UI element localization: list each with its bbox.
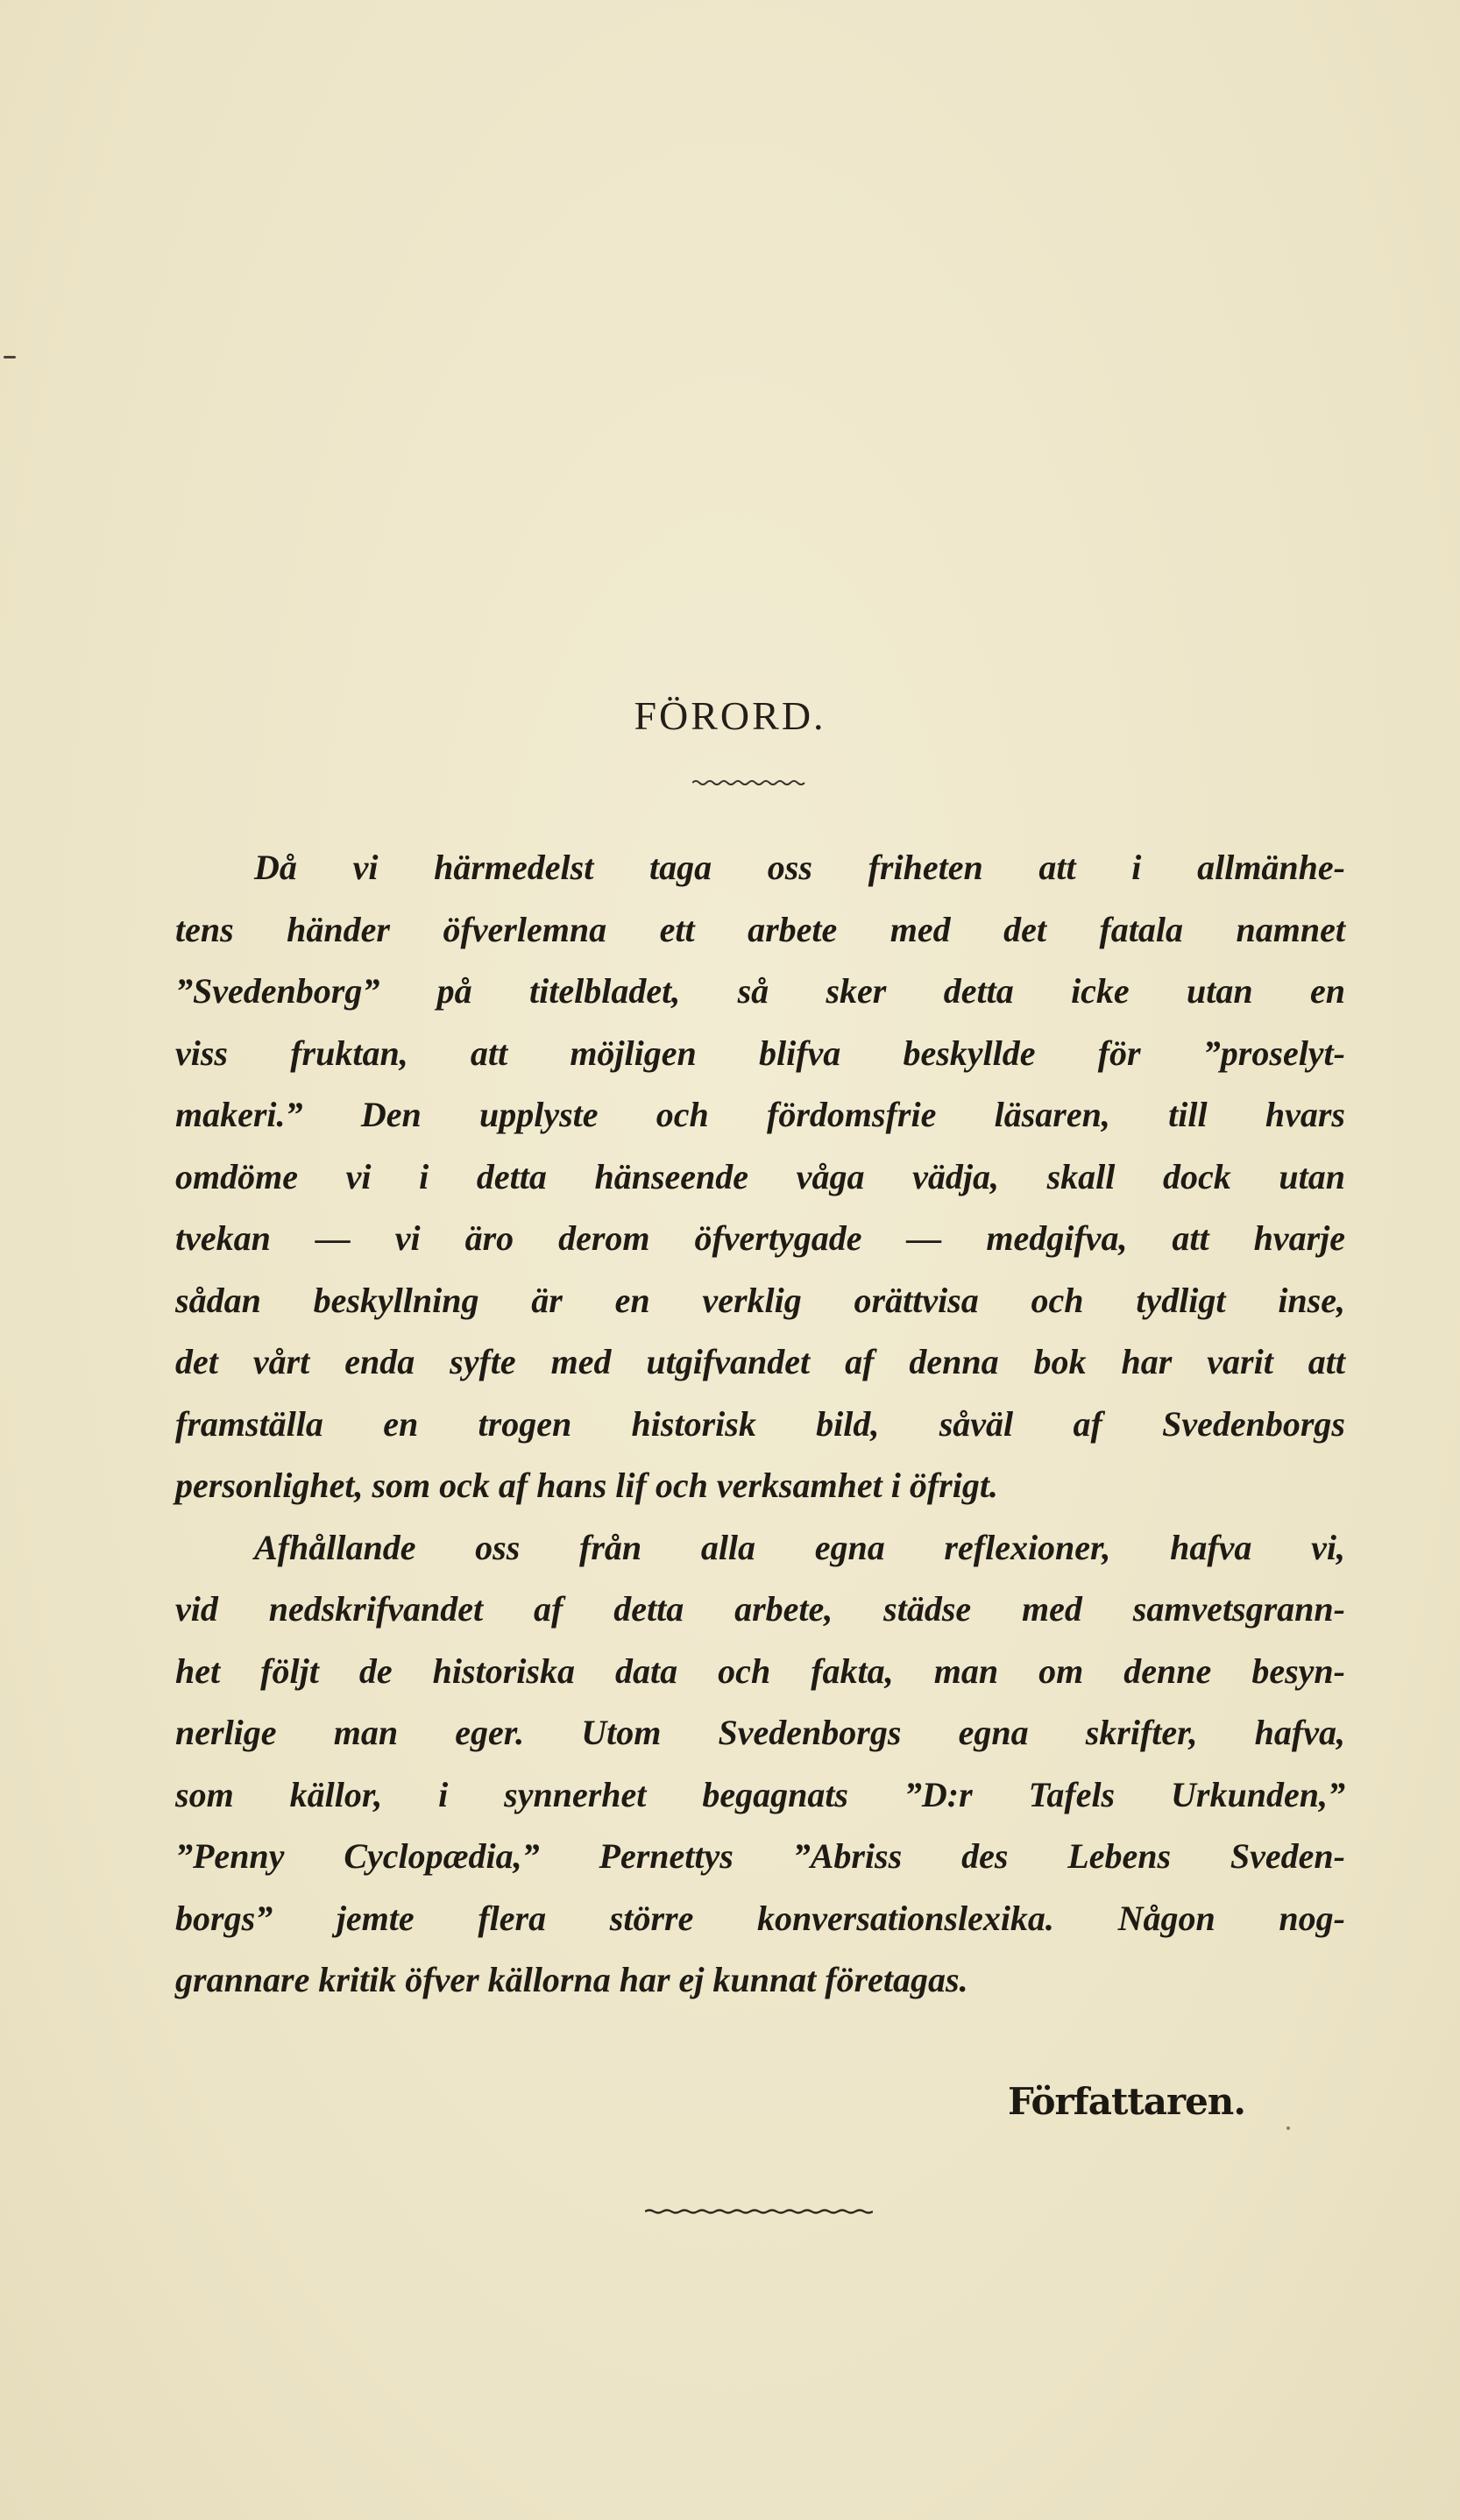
wavy-rule-ornament-icon — [692, 778, 806, 787]
text-line: omdöme vi i detta hänseende våga vädja, skall dock utan — [175, 1156, 1345, 1196]
text-line: som källor, i synnerhet begagnats ”D:r Tafels Urkunden,” — [175, 1774, 1345, 1814]
text-line: Afhållande oss från alla egna reflexioner, hafva vi, — [254, 1527, 1345, 1567]
author-signature: Författaren. — [1008, 2080, 1245, 2123]
page-title: FÖRORD. — [634, 693, 826, 738]
text-line: ”Penny Cyclopædia,” Pernettys ”Abriss des Lebens Sveden- — [175, 1836, 1345, 1876]
text-line: personlighet, som ock af hans lif och verksamhet i öfrigt. — [175, 1466, 998, 1505]
text-line: tens händer öfverlemna ett arbete med det fatala namnet — [175, 909, 1345, 949]
text-line: framställa en trogen historisk bild, såväl af Svedenborgs — [175, 1403, 1345, 1444]
text-line: viss fruktan, att möjligen blifva beskyllde för ”proselyt- — [175, 1033, 1345, 1073]
text-line: Då vi härmedelst taga oss friheten att i allmänhe- — [254, 848, 1345, 887]
text-line: sådan beskyllning är en verklig orättvisa och tydligt inse, — [175, 1280, 1345, 1320]
paper-speck — [1286, 2126, 1290, 2130]
preface-body — [175, 837, 1345, 2012]
text-line: borgs” jemte flera större konversationslexika. Någon nog- — [175, 1898, 1345, 1938]
text-line: ”Svedenborg” på titelbladet, så sker detta icke utan en — [175, 971, 1345, 1011]
text-line: det vårt enda syfte med utgifvandet af denna bok har varit att — [175, 1342, 1345, 1381]
paragraph-1 — [175, 837, 1345, 1517]
text-line: nerlige man eger. Utom Svedenborgs egna skrifter, hafva, — [175, 1713, 1345, 1752]
paragraph-2 — [175, 1517, 1345, 2012]
wavy-rule-ornament-bottom-icon — [645, 2207, 873, 2216]
text-line: makeri.” Den upplyste och fördomsfrie läsaren, till hvars — [175, 1095, 1345, 1134]
page-edge-mark — [4, 356, 16, 358]
text-line: grannare kritik öfver källorna har ej kunnat företagas. — [175, 1960, 968, 1999]
text-line: tvekan — vi äro derom öfvertygade — medgifva, att hvarje — [175, 1218, 1345, 1258]
text-line: vid nedskrifvandet af detta arbete, städse med samvetsgrann- — [175, 1589, 1345, 1629]
text-line: het följt de historiska data och fakta, man om denne besyn- — [175, 1650, 1345, 1691]
